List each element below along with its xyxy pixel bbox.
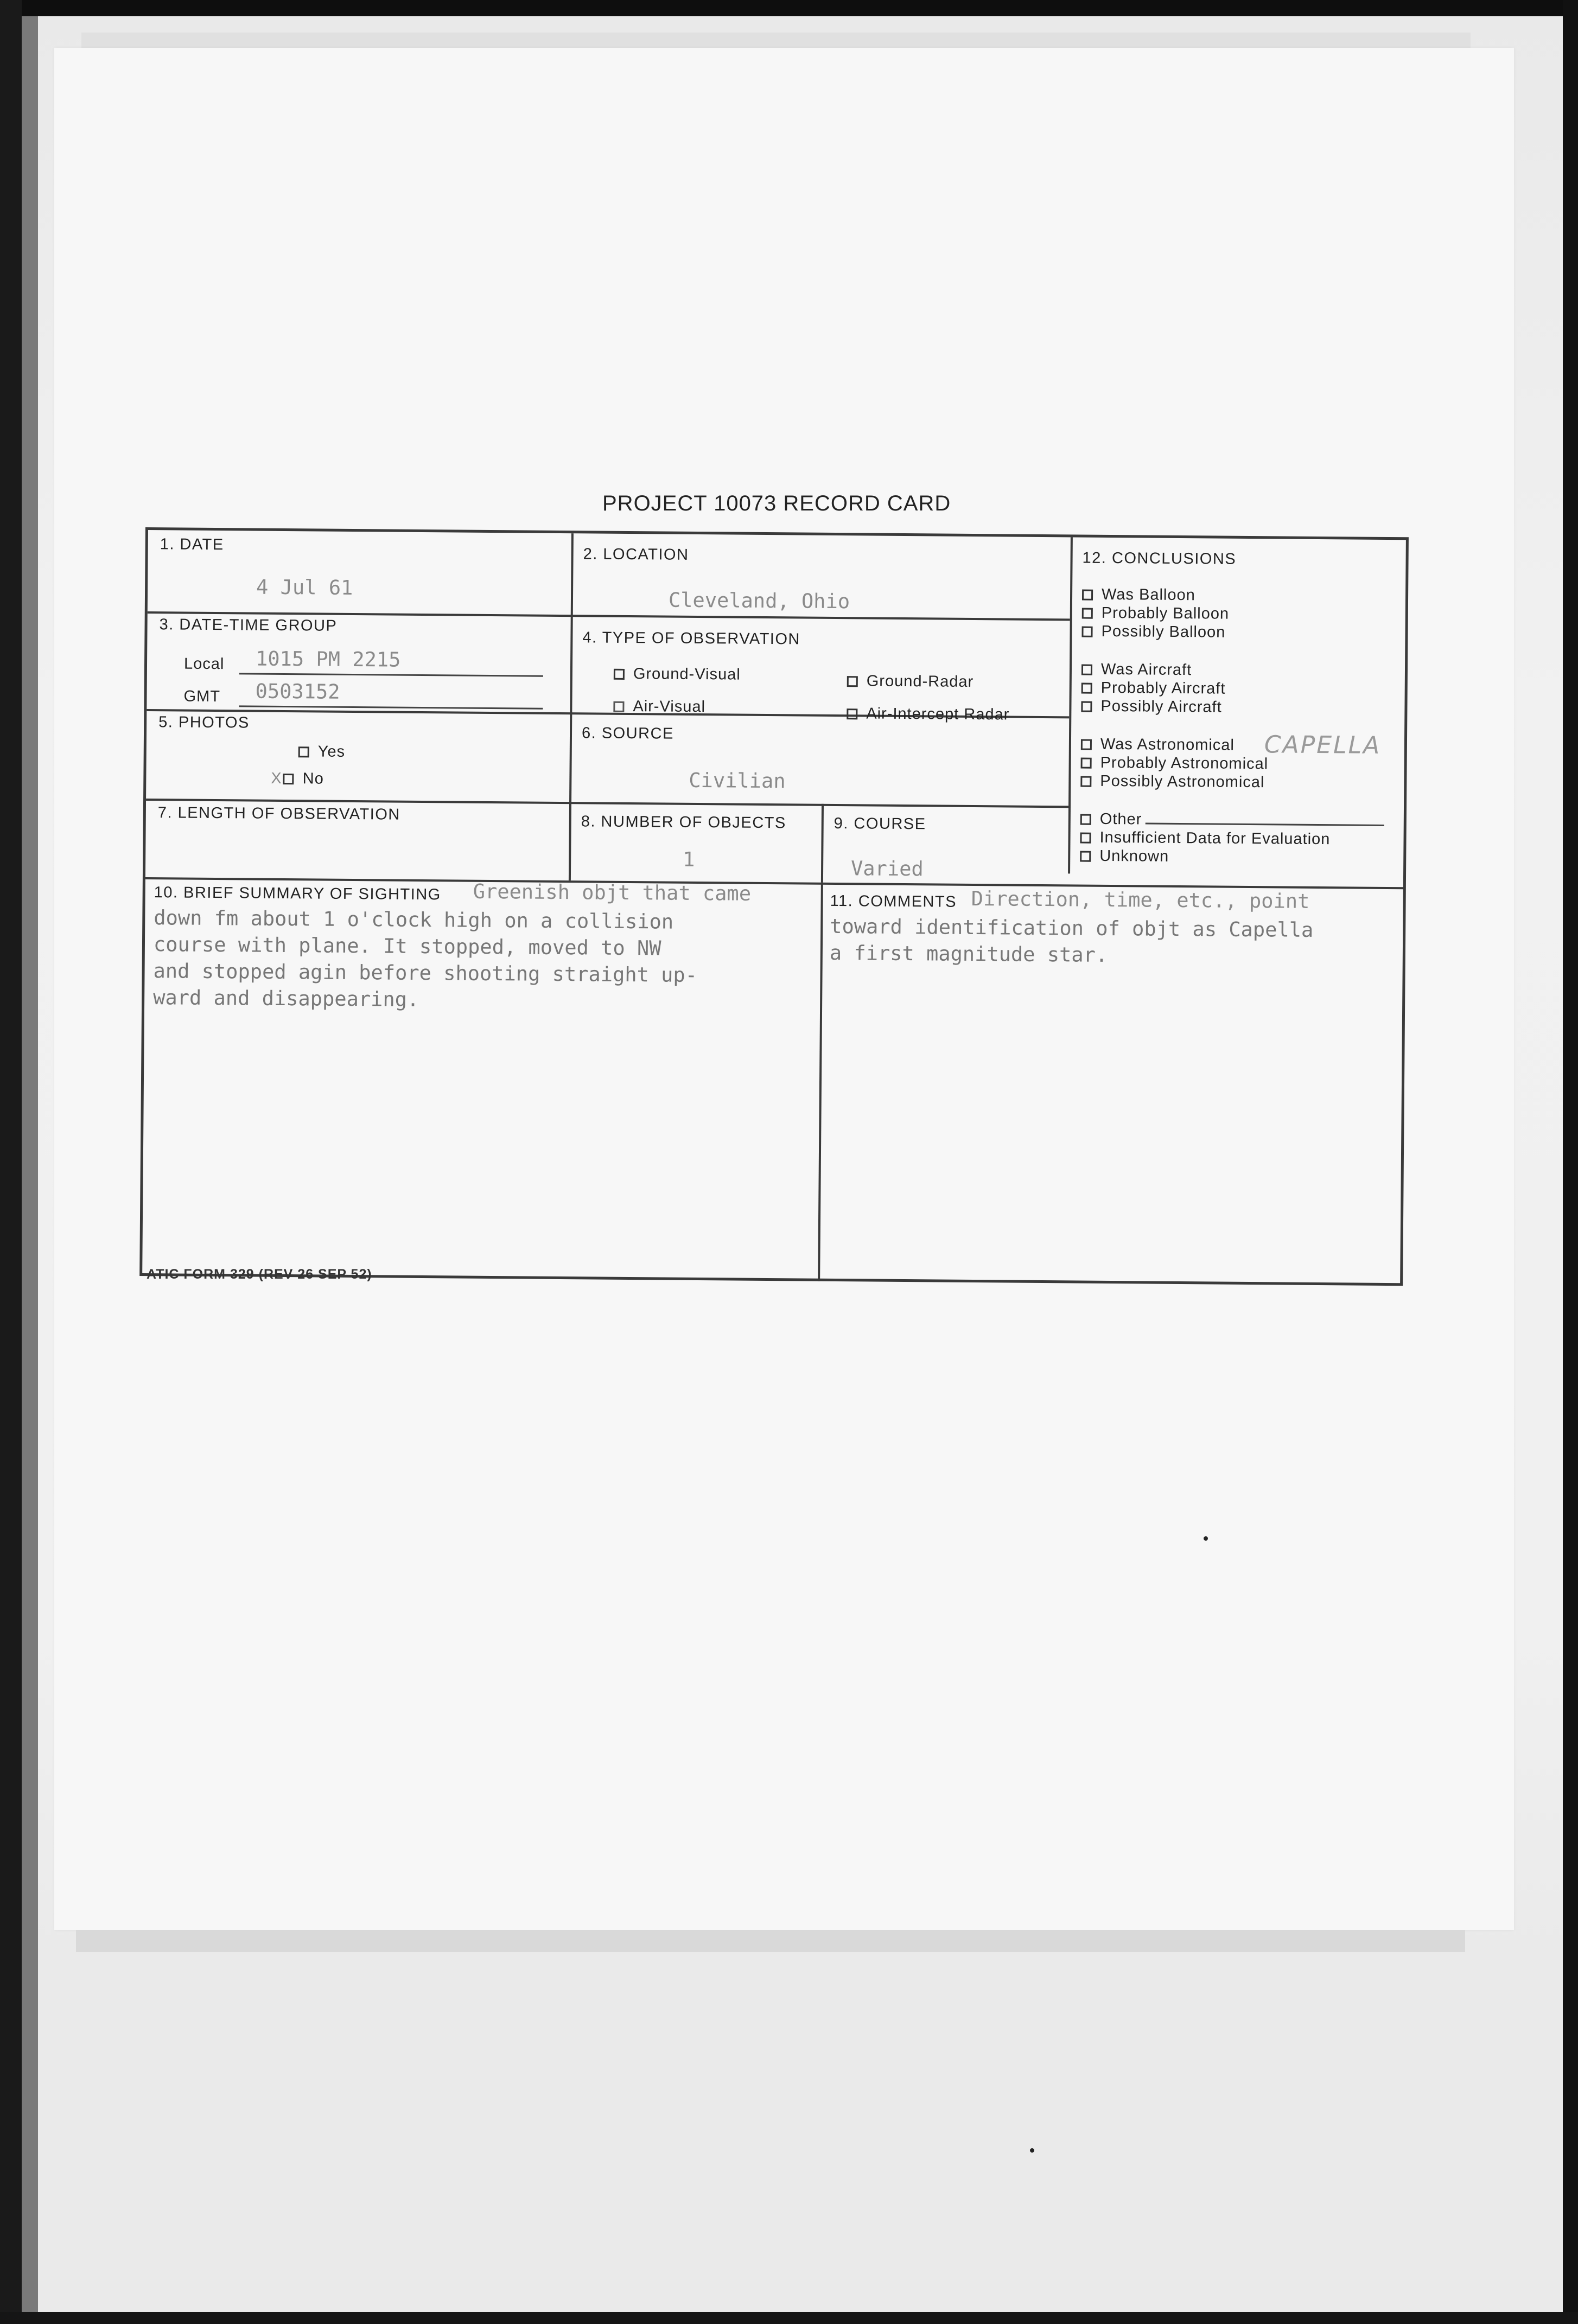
- checkbox-icon: [1081, 739, 1092, 750]
- comments-line: Direction, time, etc., point: [971, 886, 1310, 913]
- local-underline: [239, 673, 543, 676]
- comments-line: toward identification of objt as Capella: [830, 914, 1314, 942]
- local-label: Local: [183, 655, 225, 673]
- checkbox-icon: [1081, 683, 1092, 694]
- checkbox-icon: [1082, 590, 1093, 601]
- lower-film-strip: [38, 1953, 1563, 2312]
- photos-label: 5. PHOTOS: [158, 713, 250, 732]
- checkbox-icon: [1080, 776, 1091, 787]
- film-border-left-inner: [22, 16, 38, 2324]
- gmt-underline: [239, 705, 543, 709]
- conclusions-label: 12. CONCLUSIONS: [1082, 549, 1237, 568]
- checkbox-icon: [847, 708, 857, 719]
- summary-continuation: [153, 904, 698, 1015]
- source-label: 6. SOURCE: [581, 724, 674, 743]
- gmt-label: GMT: [183, 687, 221, 706]
- location-label: 2. LOCATION: [583, 545, 689, 564]
- location-value: Cleveland, Ohio: [668, 588, 850, 614]
- length-of-observation-label: 7. LENGTH OF OBSERVATION: [157, 804, 400, 823]
- checkbox-icon: [1081, 701, 1092, 712]
- conclusion-item: Was Aircraft: [1081, 660, 1226, 680]
- divider-col1: [569, 533, 574, 880]
- number-of-objects-value: 1: [683, 847, 695, 871]
- conclusions-group-balloon: [1081, 585, 1229, 642]
- conclusions-group-other: [1080, 810, 1384, 867]
- conclusion-item: Other: [1080, 810, 1384, 831]
- number-of-objects-label: 8. NUMBER OF OBJECTS: [581, 813, 786, 832]
- other-underline: [1145, 822, 1384, 826]
- film-border-right: [1563, 0, 1578, 2324]
- summary-line: Greenish objt that came: [473, 879, 752, 905]
- conclusion-item: Probably Aircraft: [1081, 679, 1226, 698]
- course-label: 9. COURSE: [833, 814, 926, 833]
- conclusion-item: Insufficient Data for Evaluation: [1080, 828, 1384, 849]
- form-number: ATIC FORM 329 (REV 26 SEP 52): [147, 1267, 372, 1282]
- conclusion-item: Possibly Balloon: [1081, 622, 1229, 642]
- option-air-visual: Air-Visual: [613, 698, 705, 716]
- date-label: 1. DATE: [160, 535, 224, 554]
- photos-no: X No: [271, 769, 324, 788]
- checkbox-icon: [298, 746, 309, 757]
- type-of-observation-label: 4. TYPE OF OBSERVATION: [582, 629, 801, 648]
- checkbox-icon: [1082, 608, 1093, 619]
- date-value: 4 Jul 61: [256, 575, 353, 600]
- gmt-time-value: 0503152: [255, 679, 340, 704]
- checkbox-icon: [1081, 758, 1092, 769]
- checkbox-icon: [1081, 665, 1092, 675]
- handwritten-capella-note: CAPELLA: [1264, 731, 1382, 759]
- conclusion-item: Possibly Astronomical: [1080, 772, 1268, 792]
- comments-label: 11. COMMENTS: [830, 892, 957, 911]
- summary-line: and stopped agin before shooting straight up-: [153, 959, 698, 987]
- comments-line: a first magnitude star.: [829, 941, 1108, 967]
- date-time-group-label: 3. DATE-TIME GROUP: [159, 616, 338, 635]
- source-value: Civilian: [689, 768, 786, 793]
- conclusion-item: Was Balloon: [1082, 585, 1230, 605]
- film-border-top: [0, 0, 1578, 16]
- option-ground-visual: Ground-Visual: [614, 665, 741, 684]
- film-border-left: [0, 0, 22, 2324]
- record-card: [139, 527, 1409, 1286]
- conclusion-item: Probably Astronomical: [1081, 754, 1269, 774]
- page-edge-top: [81, 33, 1471, 48]
- conclusion-item: Was Astronomical: [1081, 735, 1269, 755]
- photos-yes: Yes: [298, 743, 346, 761]
- comments-continuation: [830, 913, 1314, 970]
- checkbox-icon: [1080, 833, 1091, 844]
- scan-speck: [1030, 2148, 1034, 2153]
- checkbox-icon: [847, 676, 858, 687]
- card-title: PROJECT 10073 RECORD CARD: [602, 491, 951, 515]
- summary-line: course with plane. It stopped, moved to NW: [153, 933, 661, 960]
- checked-checkbox-icon: [613, 701, 624, 712]
- conclusions-group-astronomical: [1080, 735, 1268, 792]
- conclusion-item: Unknown: [1080, 847, 1384, 867]
- checkbox-icon: [283, 774, 294, 784]
- page-edge-bottom: [76, 1930, 1465, 1952]
- summary-line: down fm about 1 o'clock high on a collision: [154, 906, 674, 934]
- divider-summary-comments: [818, 883, 823, 1281]
- x-mark: X: [271, 769, 282, 787]
- conclusions-group-aircraft: [1081, 660, 1226, 717]
- scan-speck: [1204, 1536, 1208, 1541]
- summary-line: ward and disappearing.: [153, 986, 419, 1011]
- checkbox-icon: [614, 669, 625, 680]
- summary-label: 10. BRIEF SUMMARY OF SIGHTING: [154, 884, 441, 904]
- option-air-intercept-radar: Air-Intercept Radar: [847, 705, 1009, 724]
- film-border-bottom: [0, 2312, 1578, 2324]
- conclusion-item: Probably Balloon: [1082, 604, 1230, 623]
- checkbox-icon: [1080, 851, 1091, 862]
- course-value: Varied: [850, 857, 924, 881]
- conclusion-item: Possibly Aircraft: [1081, 697, 1225, 717]
- divider-conclusions: [1068, 537, 1073, 873]
- divider-objects-course: [821, 804, 824, 883]
- option-ground-radar: Ground-Radar: [847, 672, 974, 691]
- checkbox-icon: [1080, 814, 1091, 825]
- checkbox-icon: [1081, 627, 1092, 637]
- local-time-value: 1015 PM 2215: [255, 647, 401, 672]
